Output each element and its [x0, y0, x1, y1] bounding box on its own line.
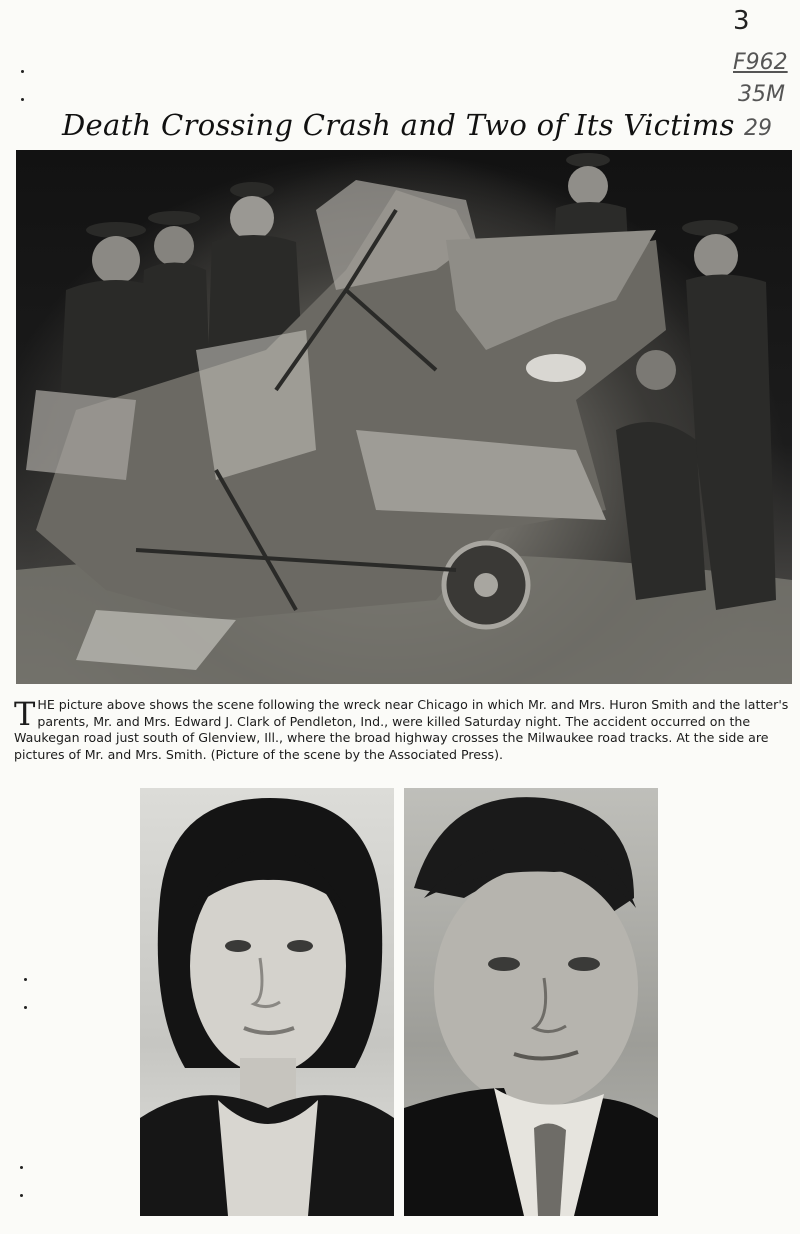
portrait-mrs-smith [140, 788, 394, 1216]
margin-mark [21, 98, 24, 101]
crash-scene-illustration [16, 150, 792, 684]
handwritten-reference: 29 [744, 116, 772, 141]
portrait-mr-smith [404, 788, 658, 1216]
margin-mark [24, 978, 27, 981]
headline: Death Crossing Crash and Two of Its Victims [62, 108, 735, 142]
handwritten-reference: 35M [738, 82, 785, 107]
portrait-man-illustration [404, 788, 658, 1216]
crash-scene-photo [16, 150, 792, 684]
margin-mark [24, 1006, 27, 1009]
handwritten-reference: F962 [733, 50, 788, 75]
portrait-woman-illustration [140, 788, 394, 1216]
page-number: 3 [733, 6, 750, 36]
caption-text: HE picture above shows the scene following the wreck near Chicago in which Mr. and Mrs. Huron Smith and the latter's parents, Mr. and Mrs. Edward J. Clark of Pendleton, Ind., were killed Saturday night. The accident occurred on the Waukegan road just south of Glenview, Ill., where the broad highway crosses the Milwaukee road tracks. At the side are pictures of Mr. and Mrs. Smith. (Picture of the scene by the Associated Press). [14, 697, 789, 762]
photo-caption [14, 697, 798, 763]
margin-mark [20, 1166, 23, 1169]
margin-mark [20, 1194, 23, 1197]
margin-mark [21, 70, 24, 73]
drop-cap: T [14, 695, 36, 733]
